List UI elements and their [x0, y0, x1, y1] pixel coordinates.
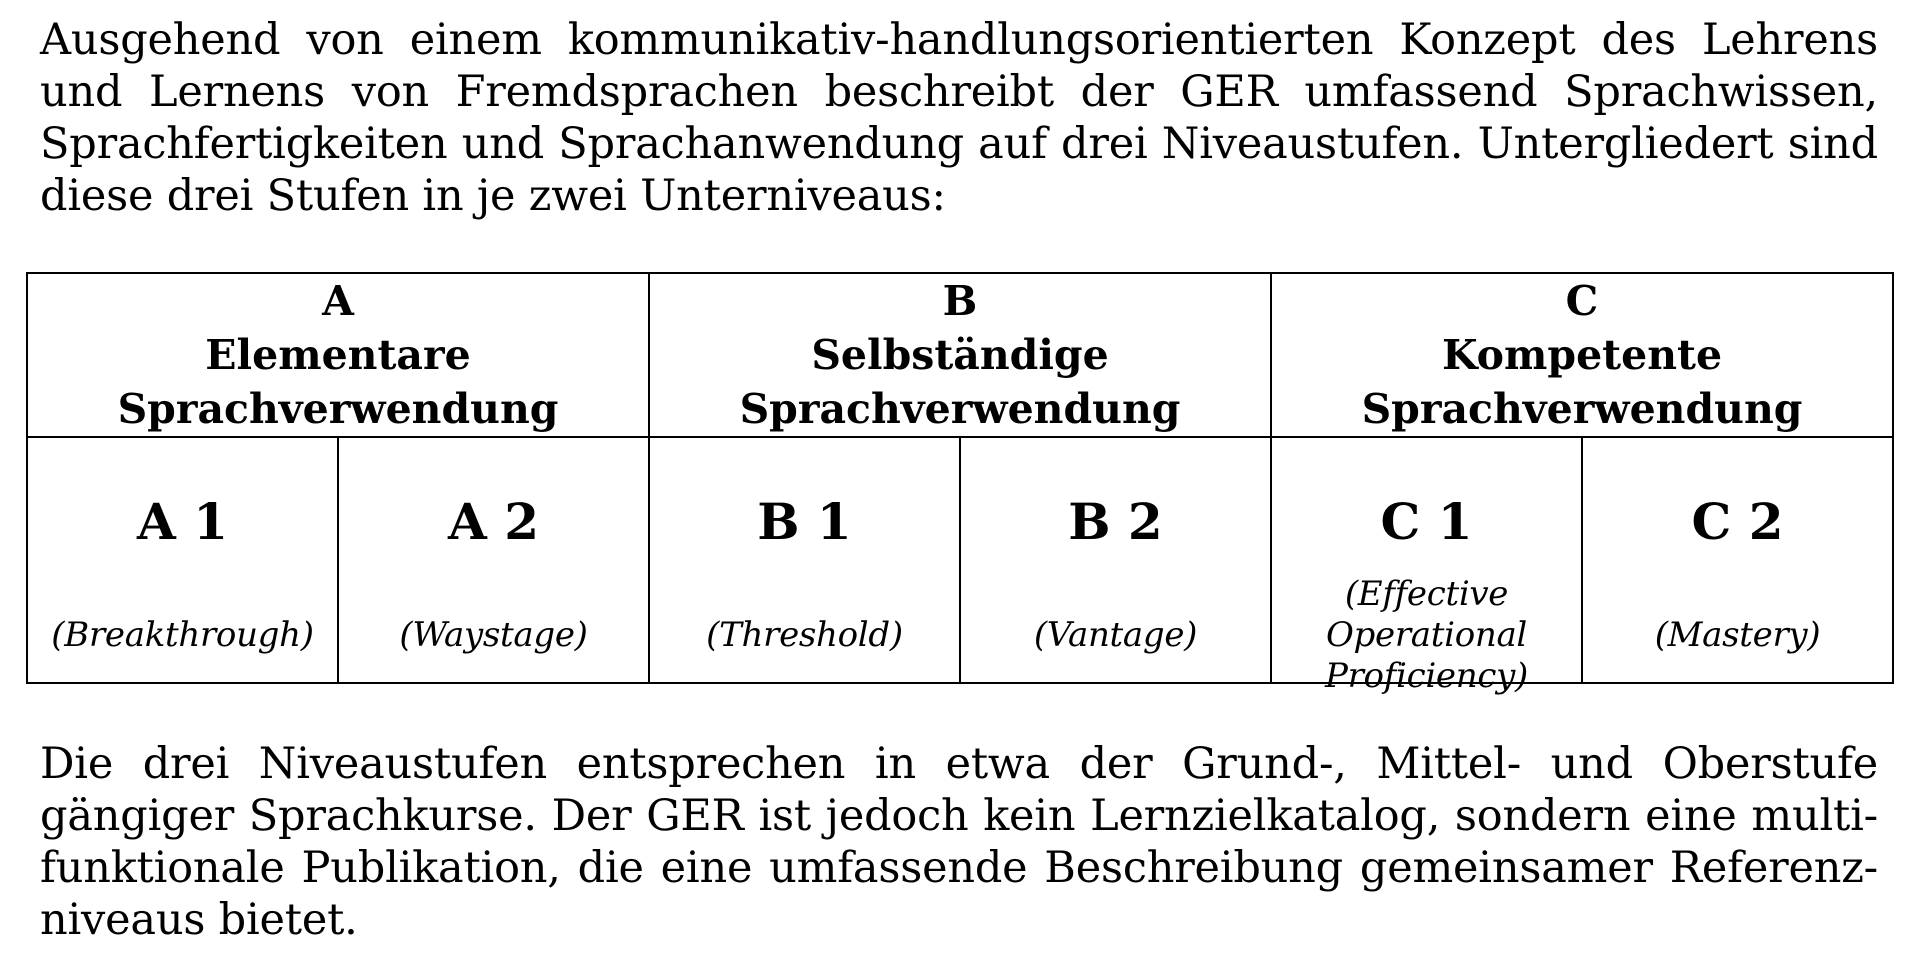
level-cell-b2 — [960, 437, 1271, 683]
level-description — [650, 590, 959, 680]
level-cell-c1 — [1271, 437, 1582, 696]
band-title: Selbständige — [811, 331, 1109, 379]
intro-line: Sprachfertigkeiten und Sprachanwendung auf drei Niveaustufen. Untergliedert sind — [40, 119, 1878, 169]
level-description — [1272, 573, 1581, 696]
outro-line: niveaus bietet. — [40, 895, 358, 945]
level-description-line: (Waystage) — [399, 614, 588, 655]
level-cell-a1 — [27, 437, 338, 683]
band-letter: A — [322, 277, 354, 325]
outro-line: gängiger Sprachkurse. Der GER ist jedoch kein Lernzielkatalog, sondern eine multi- — [40, 791, 1878, 841]
level-code: B 2 — [1068, 492, 1163, 551]
intro-paragraph — [40, 14, 1878, 222]
band-letter: C — [1565, 277, 1599, 325]
level-description-line: (Vantage) — [1033, 614, 1198, 655]
level-description — [1583, 590, 1892, 680]
level-description-line: (Effective — [1344, 573, 1509, 614]
level-description-line: (Breakthrough) — [51, 614, 314, 655]
outro-line: funktionale Publikation, die eine umfassende Beschreibung gemeinsamer Referenz- — [40, 843, 1878, 893]
level-description — [961, 590, 1270, 680]
level-code: B 1 — [757, 492, 852, 551]
level-description — [28, 590, 337, 680]
band-title: Sprachverwendung — [739, 385, 1181, 433]
band-title: Sprachverwendung — [1361, 385, 1803, 433]
level-cell-c2 — [1582, 437, 1893, 683]
intro-line: diese drei Stufen in je zwei Unterniveaus: — [40, 171, 946, 221]
reference-levels-table — [26, 272, 1894, 696]
band-title: Kompetente — [1441, 331, 1723, 379]
level-cell-a2 — [338, 437, 649, 683]
band-cell-c — [1271, 273, 1893, 437]
level-cell-b1 — [649, 437, 960, 683]
level-code: A 1 — [137, 492, 228, 551]
band-letter: B — [942, 277, 978, 325]
band-cell-b — [649, 273, 1271, 437]
level-description — [339, 590, 648, 680]
intro-line: und Lernens von Fremdsprachen beschreibt der GER umfassend Sprachwissen, — [40, 67, 1878, 117]
intro-line: Ausgehend von einem kommunikativ-handlungsorientierten Konzept des Lehrens — [40, 15, 1878, 65]
level-description-line: (Threshold) — [706, 614, 903, 655]
level-description-line: Operational — [1325, 614, 1528, 655]
band-title: Elementare — [205, 331, 471, 379]
level-code: A 2 — [448, 492, 539, 551]
outro-line: Die drei Niveaustufen entsprechen in etwa der Grund-, Mittel- und Oberstufe — [40, 739, 1878, 789]
level-description-line: (Mastery) — [1654, 614, 1821, 655]
band-cell-a — [27, 273, 649, 437]
level-description-line: Proficiency) — [1325, 655, 1528, 696]
band-row — [27, 273, 1893, 437]
level-code: C 2 — [1691, 492, 1784, 551]
outro-paragraph — [40, 738, 1878, 946]
level-code: C 1 — [1380, 492, 1473, 551]
level-row — [27, 437, 1893, 683]
band-title: Sprachverwendung — [117, 385, 559, 433]
